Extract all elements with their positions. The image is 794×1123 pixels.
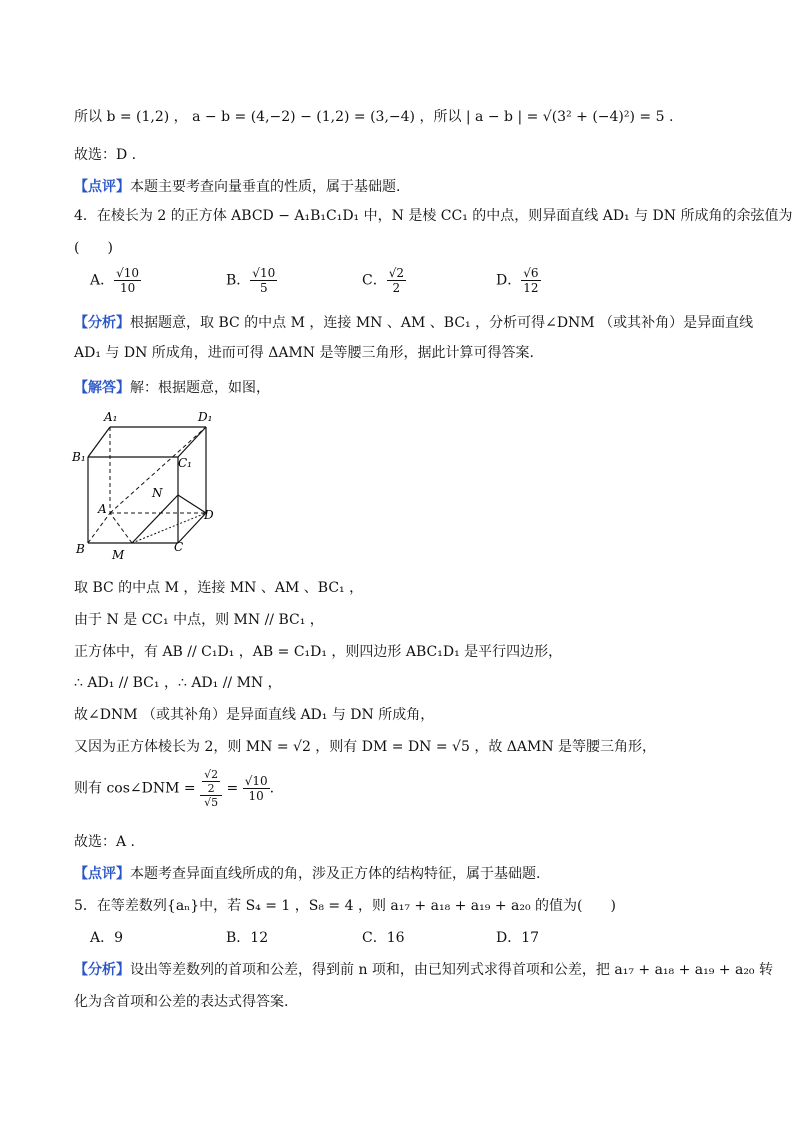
q5-option-c[interactable]: C．16 <box>362 930 405 946</box>
analysis-q5-line-1 <box>74 960 773 980</box>
answer-d-line: 故选：D . <box>74 147 137 163</box>
q5-option-d[interactable]: D．17 <box>496 930 540 946</box>
cos-result-fraction: $\frac{√10}{10}$ <box>244 774 268 803</box>
comment-text: 本题考查异面直线所成的角，涉及正方体的结构特征，属于基础题. <box>130 866 541 882</box>
question-4-paren: ( ) <box>74 240 113 256</box>
analysis-text: 根据题意，取 BC 的中点 M ，连接 MN 、AM 、BC₁ ，分析可得∠DNM （或其补角）是异面直线 <box>130 315 754 331</box>
line-md <box>132 513 206 543</box>
analysis-line-1 <box>74 313 753 333</box>
solution-line-7: 又因为正方体棱长为 2，则 MN = √2 ，则有 DM = DN = √5 ，故 ΔAMN 是等腰三角形， <box>74 739 657 755</box>
analysis-tag: 【分析】 <box>74 962 130 978</box>
line-ad1 <box>110 427 206 513</box>
line-am <box>110 513 132 543</box>
q4-option-d[interactable] <box>496 266 541 295</box>
option-fraction: $\frac{√2}{2}$ <box>388 266 404 295</box>
label-c1: C₁ <box>178 456 192 470</box>
q5-option-b[interactable]: B．12 <box>226 930 269 946</box>
q4-option-c[interactable] <box>362 266 406 295</box>
analysis-text: 设出等差数列的首项和公差，得到前 n 项和，由已知列式求得首项和公差，把 a₁₇ + a₁₈ + a₁₉ + a₂₀ 转 <box>130 962 773 978</box>
label-b: B <box>76 542 85 556</box>
label-a: A <box>98 502 107 516</box>
comment-tag: 【点评】 <box>74 179 130 195</box>
solution-line-4: 正方体中，有 AB // C₁D₁ ，AB = C₁D₁ ，则四边形 ABC₁D₁ 是平行四边形， <box>74 644 563 660</box>
option-fraction: $\frac{√10}{10}$ <box>116 266 140 295</box>
question-4-options <box>90 266 710 306</box>
option-letter: C． <box>362 272 387 289</box>
cos-label: 则有 cos∠DNM = <box>74 780 196 797</box>
label-b1: B₁ <box>72 450 86 464</box>
analysis-tag: 【分析】 <box>74 315 130 331</box>
cos-inner-fraction: $\frac{√2}{2}$ <box>204 768 219 795</box>
line-nd <box>178 495 206 513</box>
option-fraction: $\frac{√6}{12}$ <box>523 266 539 295</box>
edge-c1-d1 <box>178 427 206 457</box>
option-letter: D． <box>496 272 522 289</box>
line-mn <box>132 495 178 543</box>
comment-text: 本题主要考查向量垂直的性质，属于基础题. <box>130 179 401 195</box>
q4-option-a[interactable] <box>90 266 141 295</box>
option-letter: A． <box>90 272 115 289</box>
comment-tag: 【点评】 <box>74 866 130 882</box>
solution-line-3: 由于 N 是 CC₁ 中点，则 MN // BC₁ ， <box>74 612 324 628</box>
cube-figure <box>70 405 230 565</box>
label-d1: D₁ <box>198 410 213 424</box>
question-5-options <box>90 928 710 950</box>
solution-line-6: 故∠DNM （或其补角）是异面直线 AD₁ 与 DN 所成角， <box>74 707 435 723</box>
comment-line-q4 <box>74 864 540 884</box>
solution-text: 解：根据题意，如图， <box>130 380 270 396</box>
equals-sign: = <box>226 780 239 797</box>
edge-c-d <box>178 513 206 543</box>
label-d: D <box>204 508 214 522</box>
edge-b-a-hidden <box>88 513 110 543</box>
comment-line-q3 <box>74 177 400 197</box>
vector-result-line: 所以 b = (1,2) ， a − b = (4,−2) − (1,2) = (3,−4) ，所以 | a − b | = √(3² + (−4)²) = 5 . <box>74 109 674 125</box>
edge-b1-a1 <box>88 427 110 457</box>
q4-option-b[interactable] <box>226 266 277 295</box>
option-fraction: $\frac{√10}{5}$ <box>252 266 276 295</box>
q5-option-a[interactable]: A．9 <box>90 930 124 946</box>
solution-tag: 【解答】 <box>74 380 130 396</box>
solution-line-5: ∴ AD₁ // BC₁ ，∴ AD₁ // MN ， <box>74 675 282 691</box>
label-n: N <box>152 486 163 500</box>
analysis-q5-line-2: 化为含首项和公差的表达式得答案. <box>74 994 289 1010</box>
label-a1: A₁ <box>104 410 118 424</box>
question-5-stem: 5．在等差数列{aₙ}中，若 S₄ = 1 ，S₈ = 4 ，则 a₁₇ + a₁₈ + a₁₉ + a₂₀ 的值为( ) <box>74 898 616 914</box>
option-letter: B． <box>226 272 251 289</box>
answer-a-line: 故选：A . <box>74 834 136 850</box>
cos-formula-line: 则有 cos∠DNM = $\frac{\frac{√2}{2}}{√5}$ = $\frac{√10}{10}$ . <box>74 768 275 809</box>
cos-compound-fraction: $\frac{\frac{√2}{2}}{√5}$ <box>200 768 222 809</box>
label-c: C <box>174 540 184 554</box>
question-4-stem: 4．在棱长为 2 的正方体 ABCD − A₁B₁C₁D₁ 中，N 是棱 CC₁ 的中点，则异面直线 AD₁ 与 DN 所成角的余弦值为 <box>74 208 793 224</box>
solution-line-1 <box>74 378 270 398</box>
solution-line-2: 取 BC 的中点 M ，连接 MN 、AM 、BC₁ ， <box>74 580 364 596</box>
analysis-line-2: AD₁ 与 DN 所成角，进而可得 ΔAMN 是等腰三角形，据此计算可得答案. <box>74 345 534 361</box>
label-m: M <box>112 548 125 562</box>
